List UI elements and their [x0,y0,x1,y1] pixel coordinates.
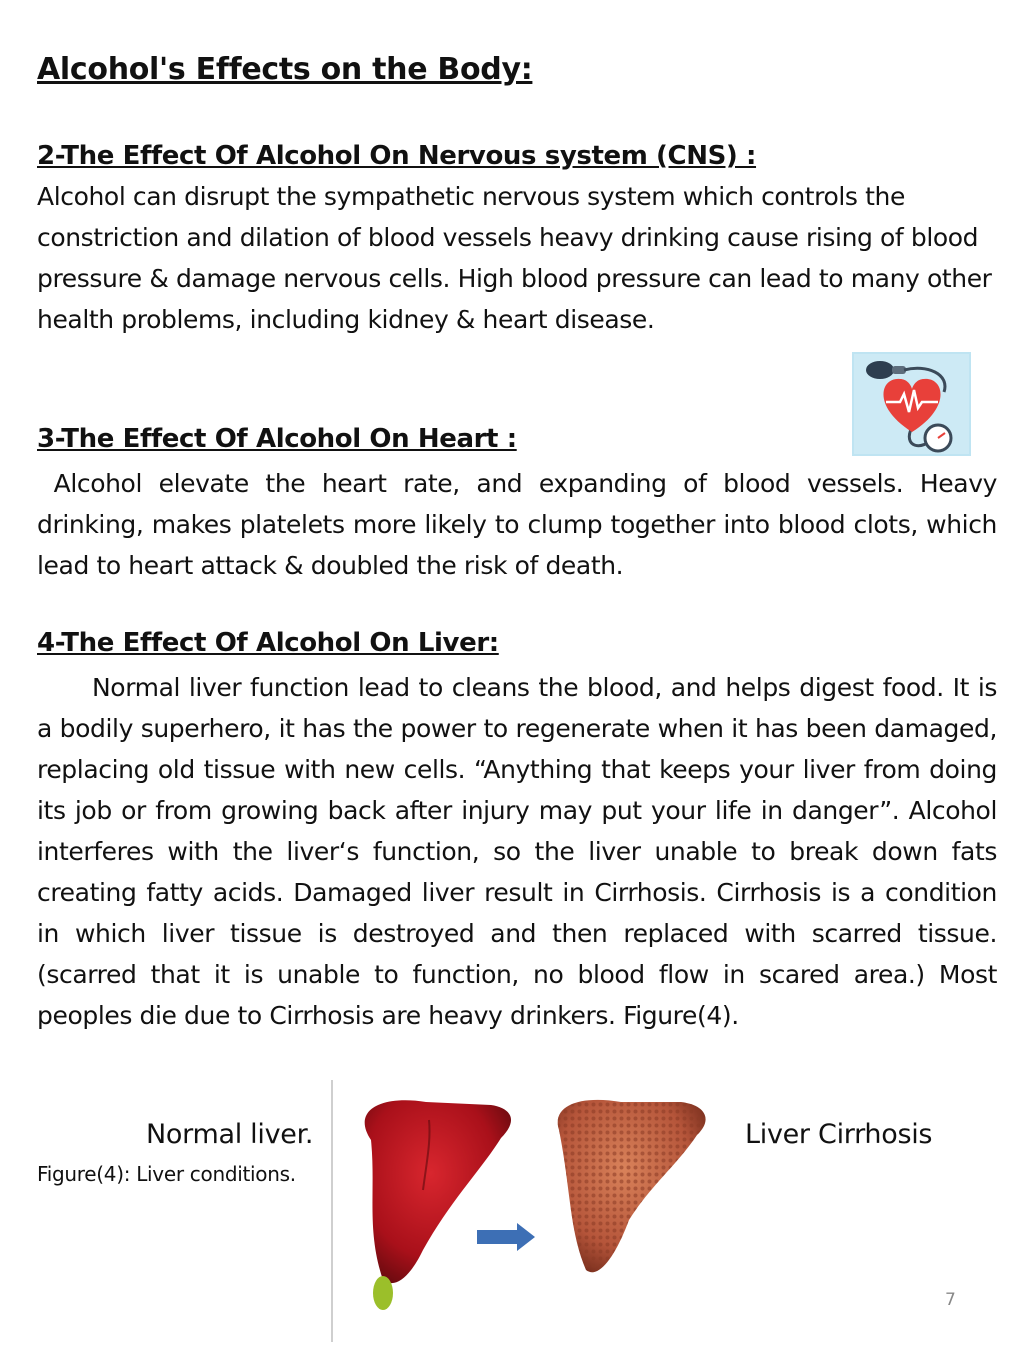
label-liver-cirrhosis: Liver Cirrhosis [745,1119,933,1150]
section-body-liver: Normal liver function lead to cleans the blood, and helps digest food. It is a bodily superhero, it has the power to regenerate when it has been damaged, replacing old tissue with new cells. “Anything that keeps your liver from doing its job or from growing back after injury may put your life in danger”. Alcohol interferes with the liver‘s function, so the liver unable to break down fats creating fatty acids. Damaged liver result in Cirrhosis. Cirrhosis is a condition in which liver tissue is destroyed and then replaced with scarred tissue. (scarred that it is unable to function, no blood flow in scared area.) Most peoples die due to Cirrhosis are heavy drinkers. Figure(4). [37,673,997,1030]
page-number: 7 [945,1290,956,1310]
section-heading-cns: 2-The Effect Of Alcohol On Nervous system (CNS) : [37,141,757,171]
page-title: Alcohol's Effects on the Body: [37,52,533,87]
blood-pressure-heart-icon [852,352,971,456]
section-body-heart: Alcohol elevate the heart rate, and expanding of blood vessels. Heavy drinking, makes platelets more likely to clump together into blood clots, which lead to heart attack & doubled the risk of death. [37,469,997,580]
section-heading-liver: 4-The Effect Of Alcohol On Liver: [37,628,499,658]
section-heading-heart: 3-The Effect Of Alcohol On Heart : [37,424,517,454]
label-normal-liver: Normal liver. [146,1119,314,1150]
section-body-cns: Alcohol can disrupt the sympathetic nervous system which controls the constriction and dilation of blood vessels heavy drinking cause rising of blood pressure & damage nervous cells. High blood pressure can lead to many other health problems, including kidney & heart disease. [37,182,992,334]
liver-conditions-figure [331,1080,734,1342]
figure-caption: Figure(4): Liver conditions. [37,1162,296,1186]
